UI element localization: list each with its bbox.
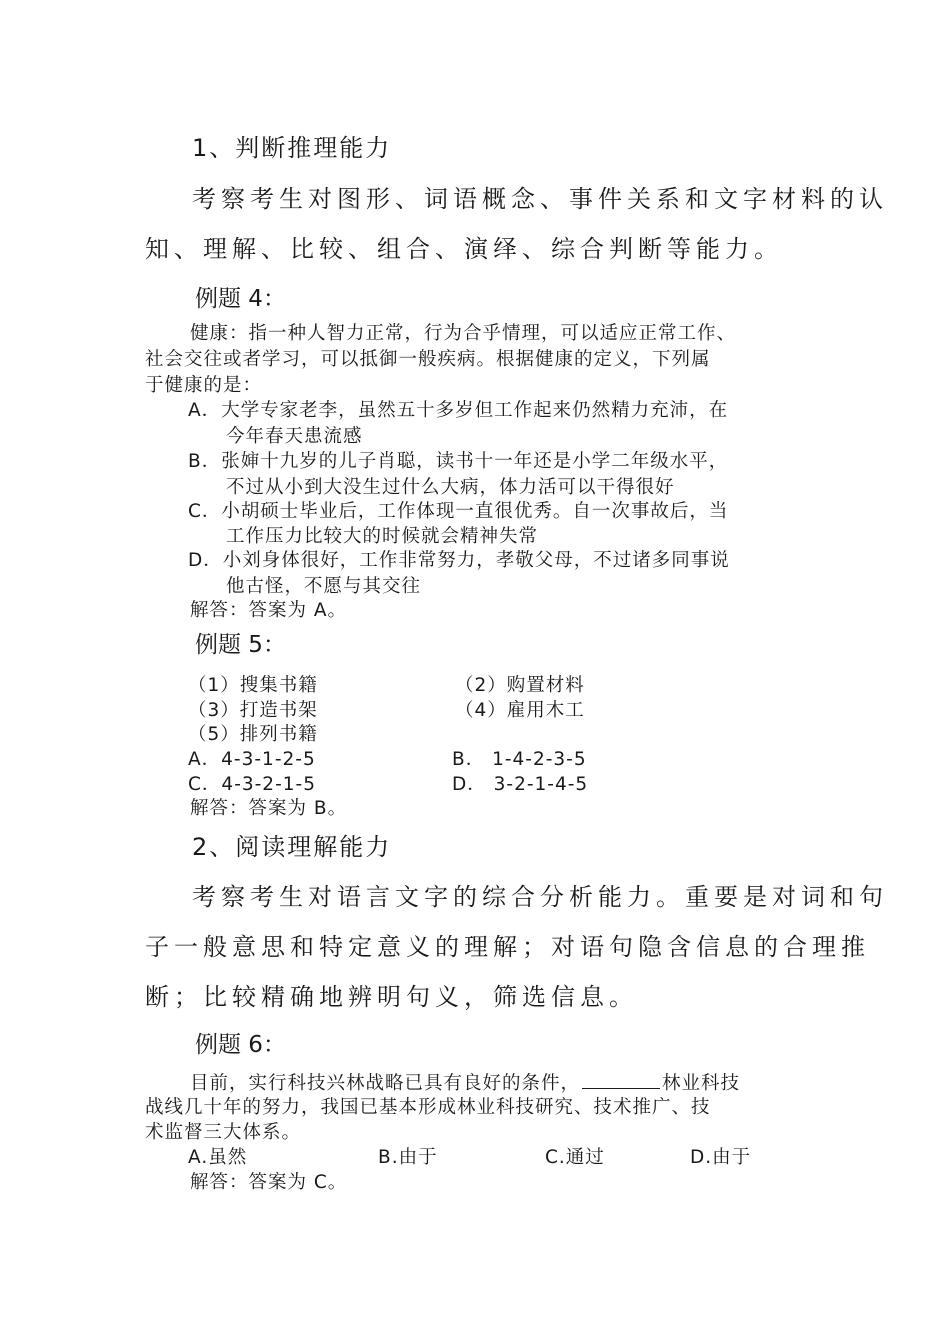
example6-answer: 解答：答案为 C。	[190, 1172, 348, 1193]
example5-item-4: （4）雇用木工	[455, 700, 585, 721]
example4-option-a-line2: 今年春天患流感	[226, 426, 363, 447]
section1-heading: 1、判断推理能力	[192, 134, 392, 162]
example5-option-a: A．4-3-1-2-5	[188, 749, 316, 770]
section1-desc-line1: 考察考生对图形、词语概念、事件关系和文字材料的认	[192, 185, 888, 213]
example6-stem-line1	[190, 1072, 740, 1094]
example5-item-2: （2）购置材料	[455, 675, 585, 696]
fill-in-blank	[582, 1072, 660, 1089]
section2-desc-line1: 考察考生对语言文字的综合分析能力。重要是对词和句	[192, 883, 888, 911]
section2-desc-line2: 子一般意思和特定意义的理解；对语句隐含信息的合理推	[145, 933, 870, 961]
example4-title: 例题 4：	[195, 286, 286, 312]
example5-option-b: B． 1-4-2-3-5	[452, 749, 587, 770]
example4-option-c-line2: 工作压力比较大的时候就会精神失常	[226, 526, 539, 547]
example6-option-b: B.由于	[378, 1147, 438, 1168]
example4-option-b-line2: 不过从小到大没生过什么大病，体力活可以干得很好	[226, 477, 675, 498]
example5-option-c: C．4-3-2-1-5	[188, 774, 316, 795]
example6-stem-before-blank: 目前，实行科技兴林战略已具有良好的条件，	[190, 1073, 581, 1094]
section1-desc-line2: 知、理解、比较、组合、演绎、综合判断等能力。	[145, 235, 783, 263]
example4-option-d-line2: 他古怪，不愿与其交往	[226, 576, 422, 597]
example4-stem-line2: 社会交往或者学习，可以抵御一般疾病。根据健康的定义，下列属	[145, 349, 711, 370]
example4-option-d-line1: D．小刘身体很好，工作非常努力，孝敬父母，不过诸多同事说	[188, 550, 730, 571]
example4-option-b-line1: B．张婶十九岁的儿子肖聪，读书十一年还是小学二年级水平，	[188, 451, 729, 472]
example6-stem-line3: 术监督三大体系。	[145, 1122, 302, 1143]
example4-option-c-line1: C．小胡硕士毕业后，工作体现一直很优秀。自一次事故后，当	[188, 501, 729, 522]
example5-item-5: （5）排列书籍	[188, 724, 318, 745]
example6-option-d: D.由于	[690, 1147, 752, 1168]
example6-title: 例题 6：	[195, 1032, 286, 1058]
example5-item-3: （3）打造书架	[188, 700, 318, 721]
example5-option-d: D． 3-2-1-4-5	[452, 774, 589, 795]
example4-option-a-line1: A．大学专家老李，虽然五十多岁但工作起来仍然精力充沛，在	[188, 400, 729, 421]
example6-option-c: C.通过	[545, 1147, 605, 1168]
example6-stem-line2: 战线几十年的努力，我国已基本形成林业科技研究、技术推广、技	[145, 1097, 711, 1118]
example5-title: 例题 5：	[195, 632, 286, 658]
example5-item-1: （1）搜集书籍	[188, 675, 318, 696]
example4-stem-line3: 于健康的是：	[145, 375, 263, 396]
example5-answer: 解答：答案为 B。	[190, 798, 348, 819]
example6-stem-after-blank: 林业科技	[662, 1073, 741, 1094]
section2-heading: 2、阅读理解能力	[192, 833, 392, 861]
example4-answer: 解答：答案为 A。	[190, 600, 348, 621]
section2-desc-line3: 断；比较精确地辨明句义，筛选信息。	[145, 983, 638, 1011]
example6-option-a: A.虽然	[188, 1147, 248, 1168]
example4-stem-line1: 健康：指一种人智力正常，行为合乎情理，可以适应正常工作、	[190, 323, 737, 344]
